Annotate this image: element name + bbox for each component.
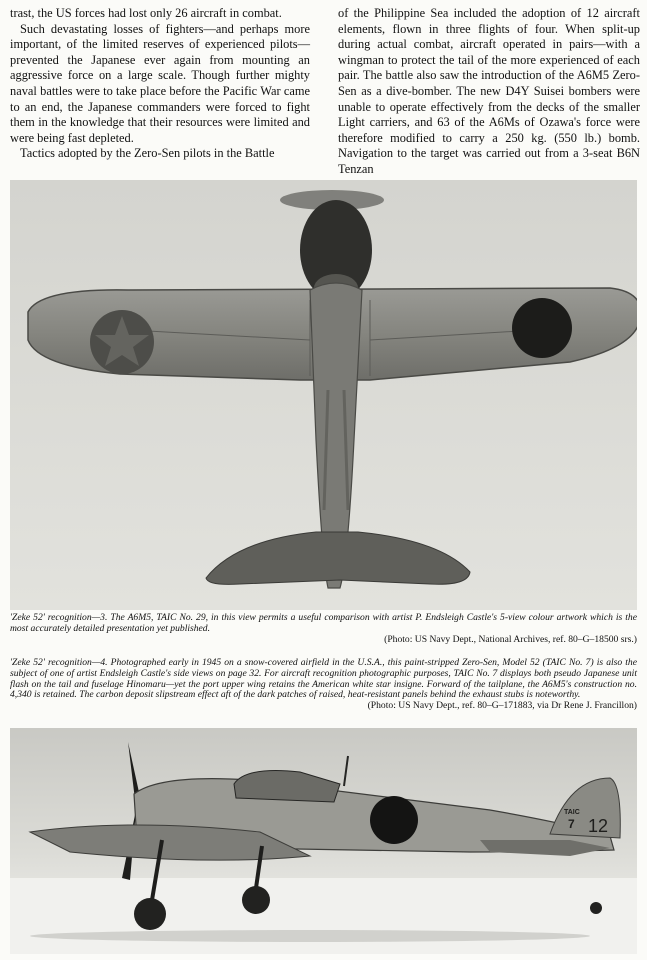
main-wheel [242,886,270,914]
paragraph: Such devastating losses of fighters—and perhaps more important, of the limited reserves of experienced pilots—prevented the Japanese ever again from mounting an aggressive force on a large scale. Though further mighty naval battles were to take place before the Pacific War came to an end, the Japanese commanders were forced to fight them in the knowledge that their resources were limited and were being fast depleted. [10,21,310,145]
aircraft-side-illustration [10,728,637,954]
photo-caption [10,613,637,645]
text-column-right [338,6,640,178]
paragraph: of the Philippine Sea included the adoption of 12 aircraft elements, flown in three flights of four. When split-up during actual combat, aircraft operated in pairs—with a wingman to protect the tail of the more experienced of each pair. The battle also saw the introduction of the A6M5 Zero-Sen as a dive-bomber. The new D4Y Suisei bombers were unable to operate effectively from the decks of the smaller Light carriers, and 63 of the A6Ms of Ozawa's force were therefore modified to carry a 250 kg. (550 lb.) bomb. Navigation to the target was carried out from a 3-seat B6N Tenzan [338,6,640,176]
photo-zero-underside [10,180,637,610]
tail-code: TAIC [564,809,580,816]
caption-text: 'Zeke 52' recognition—4. Photographed early in 1945 on a snow-covered airfield in the U.S.A., this paint-stripped Zero-Sen, Model 52 (TAIC No. 7) is also the subject of one of artist Endsleigh Castle's side views on page 32. For aircraft recognition photographic purposes, TAIC No. 7 displays both pseudo Japanese unit flash on the tail and fuselage Hinomaru—yet the port upper wing retains the American white star insigne. Forward of the tailplane, the A6M5's construction no. 4,340 is retained. The carbon deposit slipstream effect aft of the dark patches of raised, heat-resistant panels behind the exhaust stubs is noteworthy. [10,657,637,701]
photo-credit: (Photo: US Navy Dept., National Archives, ref. 80–G–18500 srs.) [384,633,637,645]
aircraft-underside-illustration [10,180,637,610]
paragraph: Tactics adopted by the Zero-Sen pilots in the Battle [20,146,275,161]
caption-text: 'Zeke 52' recognition—3. The A6M5, TAIC No. 29, in this view permits a useful comparison with artist P. Endsleigh Castle's 5-view colour artwork which is the most accurately detailed presentation yet published. [10,612,637,634]
photo-zero-airfield [10,728,637,954]
paragraph: trast, the US forces had lost only 26 aircraft in combat. [10,6,282,20]
tail-wheel [590,902,602,914]
text-column-left [10,6,310,162]
tail-number: 12 [588,816,609,836]
photo-credit: (Photo: US Navy Dept., ref. 80–G–171883, via Dr Rene J. Francillon) [367,700,637,712]
hinomaru-roundel [512,298,572,358]
hinomaru-roundel [370,796,418,844]
tail-digit: 7 [568,817,575,831]
main-wheel [134,898,166,930]
photo-caption [10,658,637,712]
